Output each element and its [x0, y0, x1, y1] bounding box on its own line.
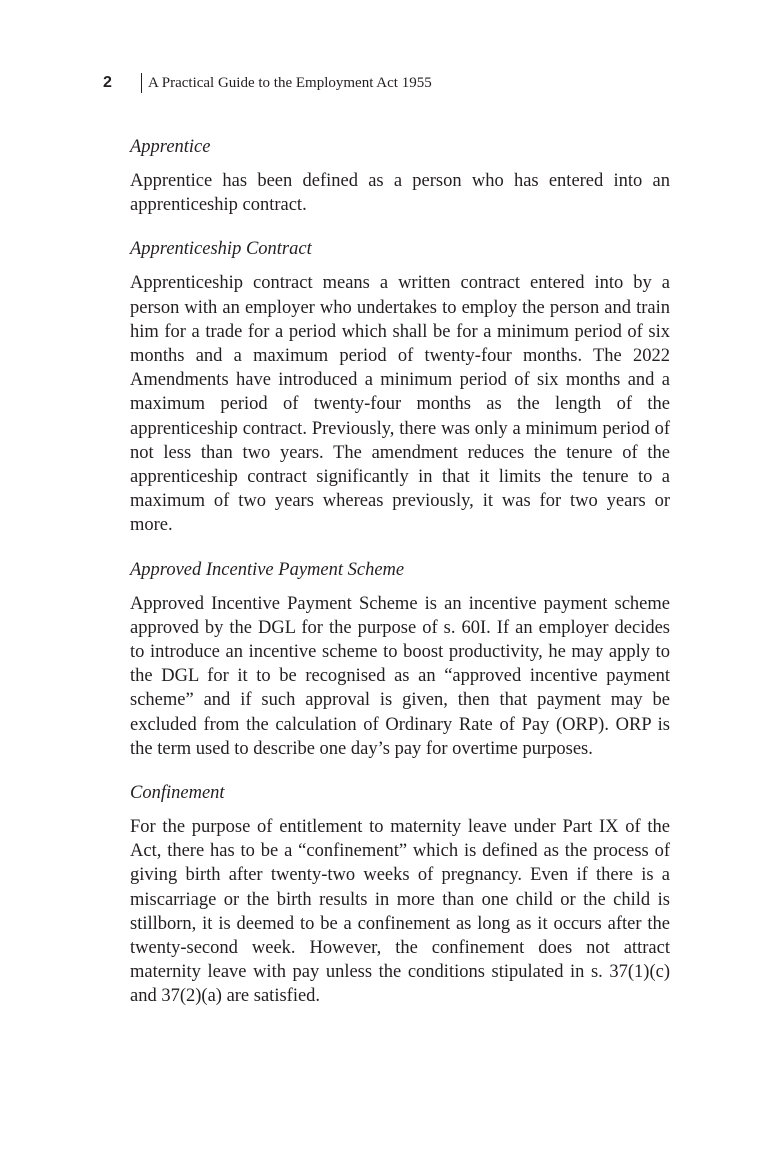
running-title: A Practical Guide to the Employment Act 1955: [148, 74, 432, 91]
term-heading: Confinement: [130, 783, 225, 804]
term-definition: Apprentice has been defined as a person who has entered into an apprenticeship contract.: [130, 171, 670, 216]
term-heading: Approved Incentive Payment Scheme: [130, 559, 405, 580]
page-body: [130, 135, 670, 1029]
term-definition: For the purpose of entitlement to maternity leave under Part IX of the Act, there has to be a “confinement” which is defined as the process of giving birth after twenty-two weeks of pregnancy. Even if there is a miscarriage or the birth results in more than one child or the child is stillborn, it is deemed to be a confinement as long as it occurs after the twenty-second week. However, the confinement does not attract maternity leave with pay unless the conditions stipulated in s. 37(1)(c) and 37(2)(a) are satisfied.: [130, 817, 670, 1007]
header-divider: [141, 73, 142, 93]
page-header: [103, 72, 432, 94]
page-number: 2: [103, 74, 112, 91]
term-definition: Approved Incentive Payment Scheme is an incentive payment scheme approved by the DGL for the purpose of s. 60I. If an employer decides to introduce an incentive scheme to boost productivity, he may apply to the DGL for it to be recognised as an “approved incentive payment scheme” and if such approval is given, then that payment may be excluded from the calculation of Ordinary Rate of Pay (ORP). ORP is the term used to describe one day’s pay for overtime purposes.: [130, 593, 670, 759]
definition-section-apprentice: [130, 135, 670, 217]
term-definition: Apprenticeship contract means a written contract entered into by a person with an employer who undertakes to employ the person and train him for a trade for a period which shall be for a minimum period of six months and a maximum period of twenty-four months. The 2022 Amendments have introduced a minimum period of six months and a maximum period of twenty-four months as the length of the apprenticeship contract. Previously, there was only a minimum period of not less than two years. The amendment reduces the tenure of the apprenticeship contract significantly in that it limits the tenure to a maximum of two years whereas previously, it was for two years or more.: [130, 273, 670, 536]
definition-section-confinement: [130, 781, 670, 1009]
definition-section-apprenticeship-contract: [130, 237, 670, 537]
term-heading: Apprentice: [130, 137, 211, 157]
term-heading: Apprenticeship Contract: [130, 239, 312, 260]
definition-section-approved-incentive-payment-scheme: [130, 558, 670, 761]
